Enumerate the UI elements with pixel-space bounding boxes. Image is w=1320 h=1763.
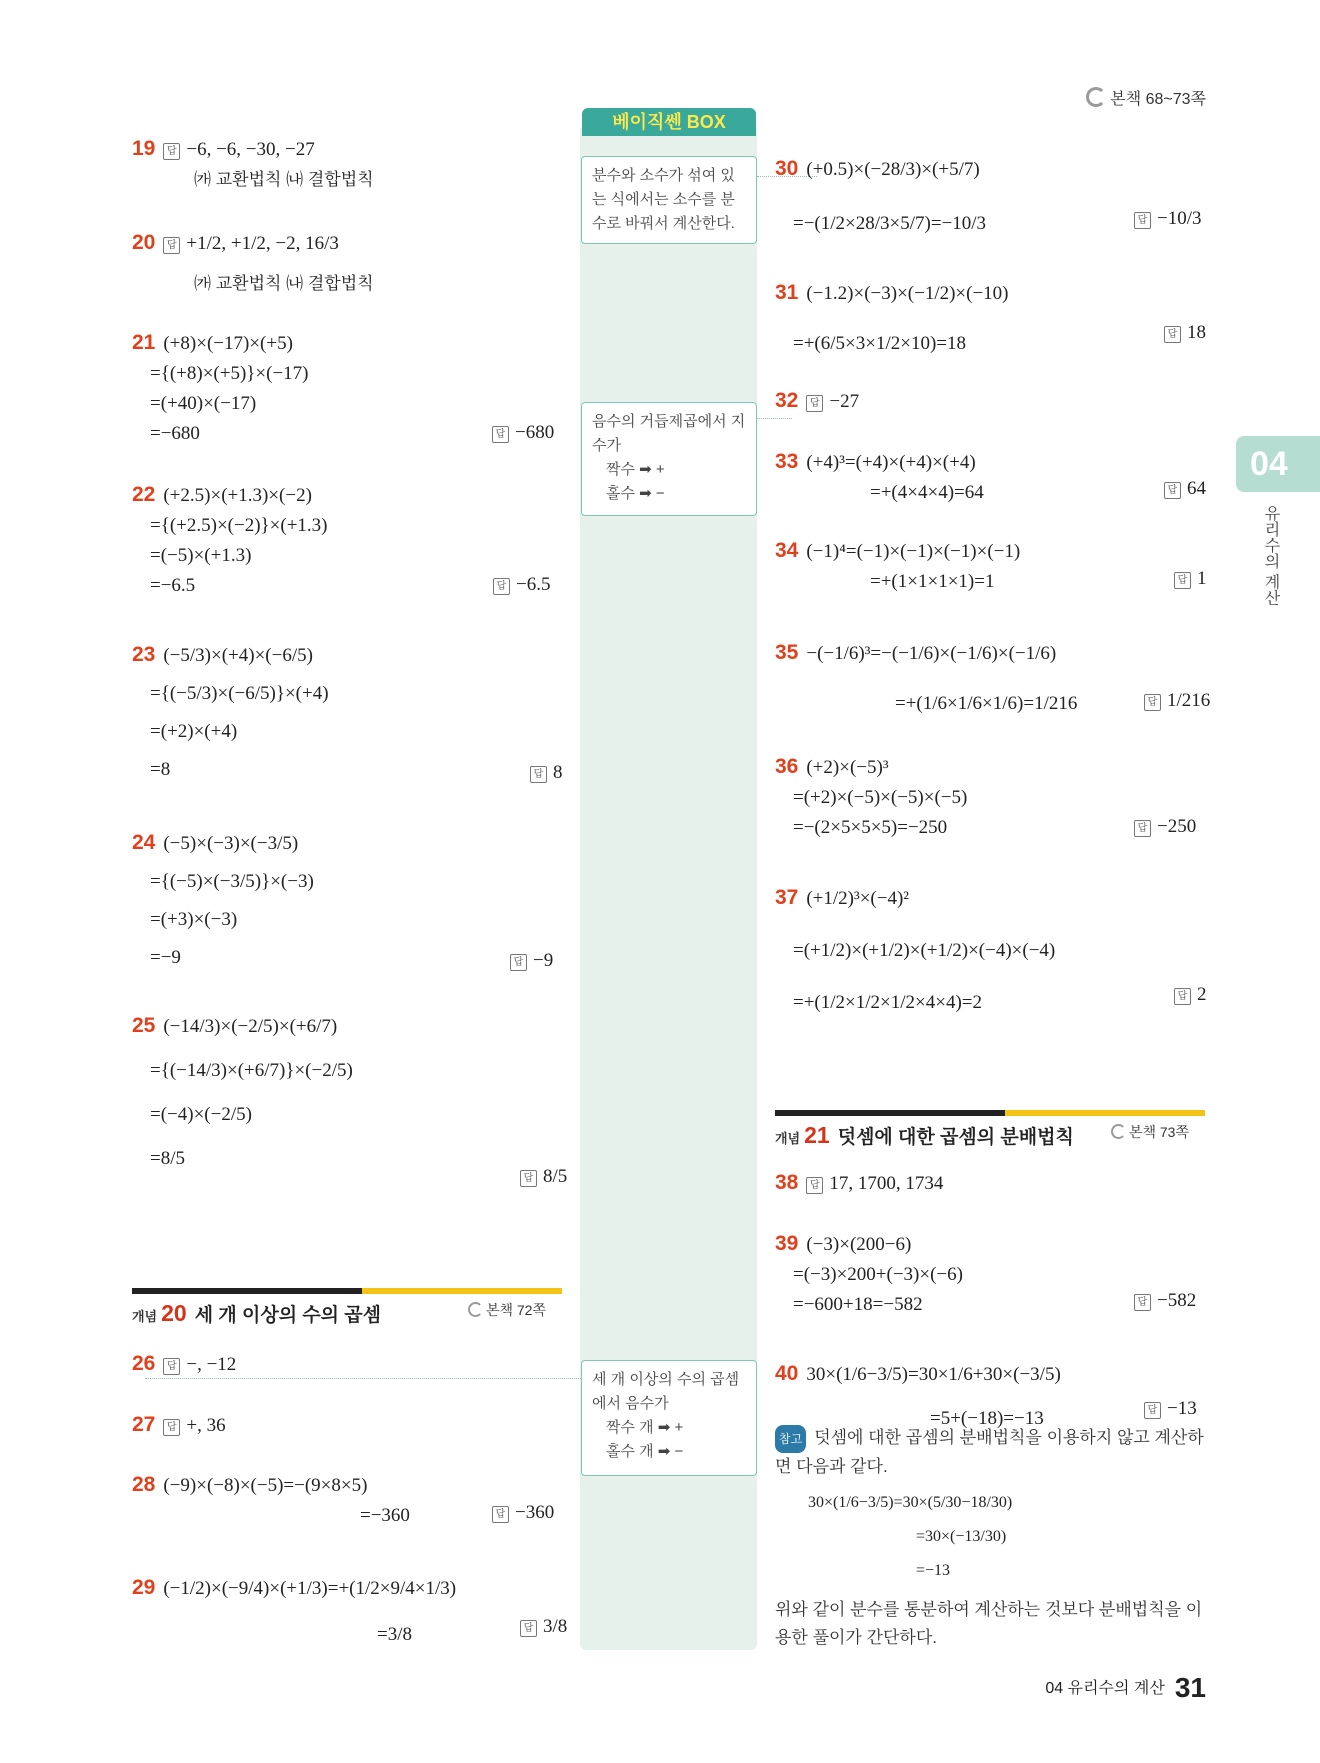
refresh-icon [1111,1124,1126,1139]
answer-33: 답 64 [1164,478,1206,500]
problem-20: 20 답 +1/2, +1/2, −2, 16/3 ㈎ 교환법칙 ㈏ 결합법칙 [132,231,374,293]
answer-icon: 답 [493,578,510,595]
answer-34: 답 1 [1174,568,1207,590]
answer-25: 답 8/5 [520,1166,567,1188]
tip-even: 짝수 ➡ + [606,461,665,478]
answer-40: 답 −13 [1144,1398,1197,1420]
answer-icon: 답 [1164,482,1181,499]
answer-icon: 답 [492,426,509,443]
tip-even-count: 짝수 개 ➡ + [606,1419,684,1436]
reference-note: 참고 덧셈에 대한 곱셈의 분배법칙을 이용하지 않고 계산하면 다음과 같다. [775,1424,1205,1481]
problem-25: 25 (−14/3)×(−2/5)×(+6/7) ={(−14/3)×(+6/7)}×(−2/5) =(−4)×(−2/5) =8/5 [132,1014,353,1169]
answer-36: 답 −250 [1134,816,1196,838]
problem-39: 39 (−3)×(200−6) =(−3)×200+(−3)×(−6) =−600+18=−582 [775,1232,963,1315]
problem-37: 37 (+1/2)³×(−4)² =(+1/2)×(+1/2)×(+1/2)×(−4)×(−4) =+(1/2×1/2×1/2×4×4)=2 [775,886,1056,1013]
answer-icon: 답 [1134,1294,1151,1311]
answer-30: 답 −10/3 [1134,208,1202,230]
problem-40: 40 30×(1/6−3/5)=30×1/6+30×(−3/5) =5+(−18)=−13 [775,1362,1061,1429]
section-header-21: 개념 21 덧셈에 대한 곱셈의 분배법칙 본책 73쪽 [775,1110,1205,1146]
answer-icon: 답 [520,1620,537,1637]
answer-37: 답 2 [1174,984,1207,1006]
answer-icon: 답 [1174,988,1191,1005]
page-footer: 04 유리수의 계산 31 [1045,1672,1206,1703]
answer-icon: 답 [163,1358,180,1375]
page-number: 31 [1174,1672,1206,1703]
problem-24: 24 (−5)×(−3)×(−3/5) ={(−5)×(−3/5)}×(−3) =(+3)×(−3) =−9 [132,831,314,968]
problem-26: 26 답 −, −12 [132,1352,237,1375]
refresh-icon [1086,87,1106,107]
answer-22: 답 −6.5 [493,574,550,596]
problem-31: 31 (−1.2)×(−3)×(−1/2)×(−10) =+(6/5×3×1/2×10)=18 [775,281,1009,354]
tip-multiply-sign: 세 개 이상의 수의 곱셈에서 음수가 짝수 개 ➡ + 홀수 개 ➡ − [581,1360,757,1476]
problem-21: 21 (+8)×(−17)×(+5) ={(+8)×(+5)}×(−17) =(+40)×(−17) =−680 [132,331,309,444]
problem-29: 29 (−1/2)×(−9/4)×(+1/3)=+(1/2×9/4×1/3) =3/8 [132,1576,457,1645]
tip-odd: 홀수 ➡ − [606,485,665,502]
answer-39: 답 −582 [1134,1290,1196,1312]
note-calculation: 30×(1/6−3/5)=30×(5/30−18/30) =30×(−13/30) =−13 [808,1494,1013,1579]
answer-icon: 답 [1134,212,1151,229]
note-tag: 참고 [775,1425,806,1453]
answer-icon: 답 [163,237,180,254]
tip-negative-power: 음수의 거듭제곱에서 지수가 짝수 ➡ + 홀수 ➡ − [581,402,757,516]
problem-27: 27 답 +, 36 [132,1413,226,1436]
problem-19: 19 답 −6, −6, −30, −27 ㈎ 교환법칙 ㈏ 결합법칙 [132,137,374,189]
refresh-icon [468,1302,483,1317]
problem-32: 32 답 −27 [775,389,860,412]
answer-icon: 답 [163,1419,180,1436]
problem-35: 35 −(−1/6)³=−(−1/6)×(−1/6)×(−1/6) =+(1/6×1/6×1/6)=1/216 [775,641,1078,714]
problem-38: 38 답 17, 1700, 1734 [775,1171,944,1194]
answer-icon: 답 [530,766,547,783]
answer-icon: 답 [520,1170,537,1187]
page-reference: 본책 68~73쪽 [1086,86,1206,109]
answer-icon: 답 [1164,326,1181,343]
answer-icon: 답 [492,1506,509,1523]
answer-23: 답 8 [530,762,563,784]
problem-33: 33 (+4)³=(+4)×(+4)×(+4) =+(4×4×4)=64 [775,450,984,503]
connector-line [757,418,792,419]
tip-fraction-decimal: 분수와 소수가 섞여 있는 식에서는 소수를 분수로 바꿔서 계산한다. [581,156,757,244]
problem-34: 34 (−1)⁴=(−1)×(−1)×(−1)×(−1) =+(1×1×1×1)=1 [775,539,1021,592]
box-title: 베이직쎈 BOX [582,108,756,136]
answer-28: 답 −360 [492,1502,554,1524]
answer-icon: 답 [1174,572,1191,589]
answer-35: 답 1/216 [1144,690,1210,712]
answer-31: 답 18 [1164,322,1206,344]
answer-29: 답 3/8 [520,1616,567,1638]
answer-icon: 답 [163,143,180,160]
answer-icon: 답 [1144,1402,1161,1419]
answer-24: 답 −9 [510,950,553,972]
answer-icon: 답 [1144,694,1161,711]
answer-icon: 답 [806,1177,823,1194]
chapter-tab: 04 [1236,436,1320,492]
problem-36: 36 (+2)×(−5)³ =(+2)×(−5)×(−5)×(−5) =−(2×5×5×5)=−250 [775,755,968,838]
note-conclusion: 위와 같이 분수를 통분하여 계산하는 것보다 분배법칙을 이용한 풀이가 간단하다. [775,1600,1203,1647]
answer-icon: 답 [806,395,823,412]
section-header-20: 개념 20 세 개 이상의 수의 곱셈 본책 72쪽 [132,1288,562,1324]
chapter-side-title: 유리수의 계산 [1262,505,1279,606]
problem-22: 22 (+2.5)×(+1.3)×(−2) ={(+2.5)×(−2)}×(+1.3) =(−5)×(+1.3) =−6.5 [132,483,328,596]
problem-30: 30 (+0.5)×(−28/3)×(+5/7) =−(1/2×28/3×5/7)=−10/3 [775,157,987,234]
tip-odd-count: 홀수 개 ➡ − [606,1443,684,1460]
answer-icon: 답 [510,954,527,971]
problem-28: 28 (−9)×(−8)×(−5)=−(9×8×5) =−360 [132,1473,410,1526]
answer-icon: 답 [1134,820,1151,837]
answer-21: 답 −680 [492,422,554,444]
problem-23: 23 (−5/3)×(+4)×(−6/5) ={(−5/3)×(−6/5)}×(+4) =(+2)×(+4) =8 [132,643,329,780]
